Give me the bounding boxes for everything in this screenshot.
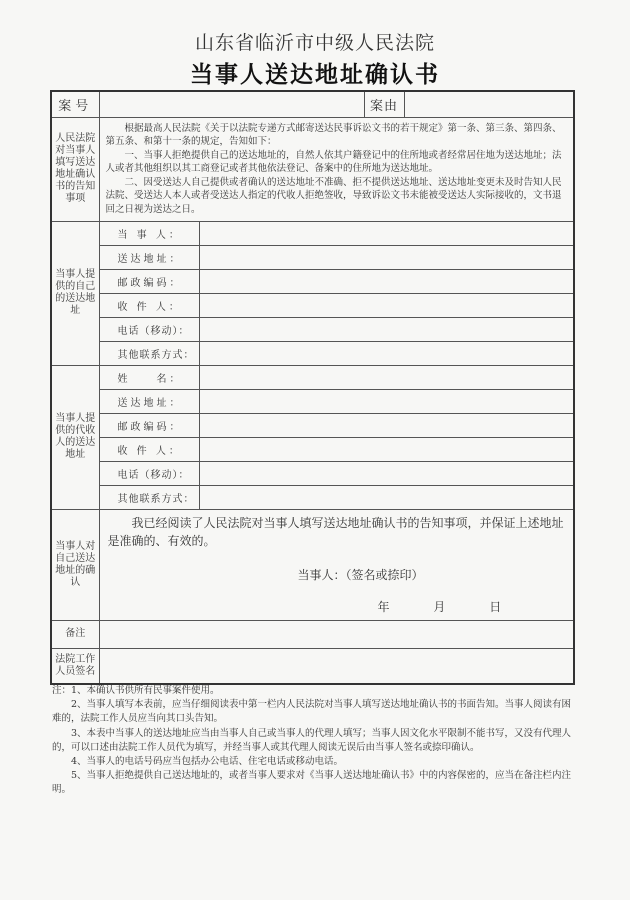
date-day: 日 <box>489 599 502 614</box>
party-address-field-label: 送达地址： <box>99 245 199 269</box>
party-name-label: 当 事 人： <box>99 221 199 245</box>
agent-postcode-label: 邮政编码： <box>99 413 199 437</box>
party-recipient-label: 收 件 人： <box>99 293 199 317</box>
case-cause-field[interactable] <box>404 91 574 117</box>
document-title: 当事人送达地址确认书 <box>190 61 440 88</box>
date-year: 年 <box>377 599 390 614</box>
agent-address-field[interactable] <box>199 389 574 413</box>
notice-label: 人民法院对当事人填写送达地址确认书的告知事项 <box>51 117 99 221</box>
confirmation-text: 我已经阅读了人民法院对当事人填写送达地址确认书的告知事项，并保证上述地址是准确的、有效的。 <box>107 515 564 548</box>
court-name: 山东省临沂市中级人民法院 <box>194 32 435 54</box>
note-item: 注：1、本确认书供所有民事案件使用。 <box>52 685 220 696</box>
address-confirmation-form <box>50 90 575 685</box>
agent-name-field[interactable] <box>199 365 574 389</box>
party-postcode-field[interactable] <box>199 269 574 293</box>
party-postcode-label: 邮政编码： <box>99 269 199 293</box>
notice-text <box>99 117 574 221</box>
agent-recipient-field[interactable] <box>199 437 574 461</box>
case-number-label: 案号 <box>51 91 99 117</box>
note-item: 3、本表中当事人的送达地址应当由当事人自己或当事人的代理人填写；当事人因文化水平限制不能书写，又没有代理人的，可以口述由法院工作人员代为填写，并经当事人或其代理人阅读无误后由当事人签名或捺印确认。 <box>52 727 572 753</box>
case-number-field[interactable] <box>99 91 364 117</box>
note-item: 5、当事人拒绝提供自己送达地址的，或者当事人要求对《当事人送达地址确认书》中的内容保密的，应当在备注栏内注明。 <box>52 770 572 796</box>
agent-recipient-label: 收 件 人： <box>99 437 199 461</box>
party-phone-field[interactable] <box>199 317 574 341</box>
agent-phone-label: 电话（移动）： <box>99 461 199 485</box>
note-item: 2、当事人填写本表前，应当仔细阅读表中第一栏内人民法院对当事人填写送达地址确认书的书面告知。当事人阅读有困难的，法院工作人员应当向其口头告知。 <box>52 699 572 725</box>
notice-paragraph: 二、因受送达人自己提供或者确认的送达地址不准确、拒不提供送达地址、送达地址变更未及时告知人民法院、受送达人本人或者受送达人指定的代收人拒绝签收，导致诉讼文书未能被受送达人实际接收的，文书退回之日视为送达之日。 <box>105 176 562 215</box>
party-name-field[interactable] <box>199 221 574 245</box>
date-line[interactable] <box>108 598 566 616</box>
party-address-label: 当事人提供的自己的送达地址 <box>51 221 99 365</box>
agent-postcode-field[interactable] <box>199 413 574 437</box>
party-recipient-field[interactable] <box>199 293 574 317</box>
notice-paragraph: 一、当事人拒绝提供自己的送达地址的，自然人依其户籍登记中的住所地或者经常居住地为送达地址；法人或者其他组织以其工商登记或者其他依法登记、备案中的住所地为送达地址。 <box>105 149 562 175</box>
party-other-contact-label: 其他联系方式： <box>99 341 199 365</box>
agent-phone-field[interactable] <box>199 461 574 485</box>
confirmation-section <box>99 509 574 620</box>
note-item: 4、当事人的电话号码应当包括办公电话、住宅电话或移动电话。 <box>71 756 344 768</box>
notice-paragraph: 根据最高人民法院《关于以法院专递方式邮寄送达民事诉讼文书的若干规定》第一条、第三条、第四条、第五条、和第十一条的规定，告知如下： <box>105 122 562 148</box>
staff-signature-field[interactable] <box>99 648 574 684</box>
remarks-field[interactable] <box>99 620 574 648</box>
agent-other-contact-label: 其他联系方式： <box>99 485 199 509</box>
case-cause-label: 案由 <box>364 91 404 117</box>
remarks-label: 备注 <box>51 620 99 648</box>
party-address-field[interactable] <box>199 245 574 269</box>
party-phone-label: 电话（移动）： <box>99 317 199 341</box>
date-month: 月 <box>433 599 446 614</box>
party-other-contact-field[interactable] <box>199 341 574 365</box>
staff-signature-label: 法院工作人员签名 <box>51 648 99 684</box>
agent-other-contact-field[interactable] <box>199 485 574 509</box>
agent-address-label: 当事人提供的代收人的送达地址 <box>51 365 99 509</box>
agent-address-field-label: 送达地址： <box>99 389 199 413</box>
agent-name-label: 姓 名： <box>99 365 199 389</box>
confirmation-label: 当事人对自己送达地址的确认 <box>51 509 99 620</box>
notes-section <box>52 684 572 798</box>
signature-line[interactable]: 当事人：（签名或捺印） <box>297 567 424 582</box>
